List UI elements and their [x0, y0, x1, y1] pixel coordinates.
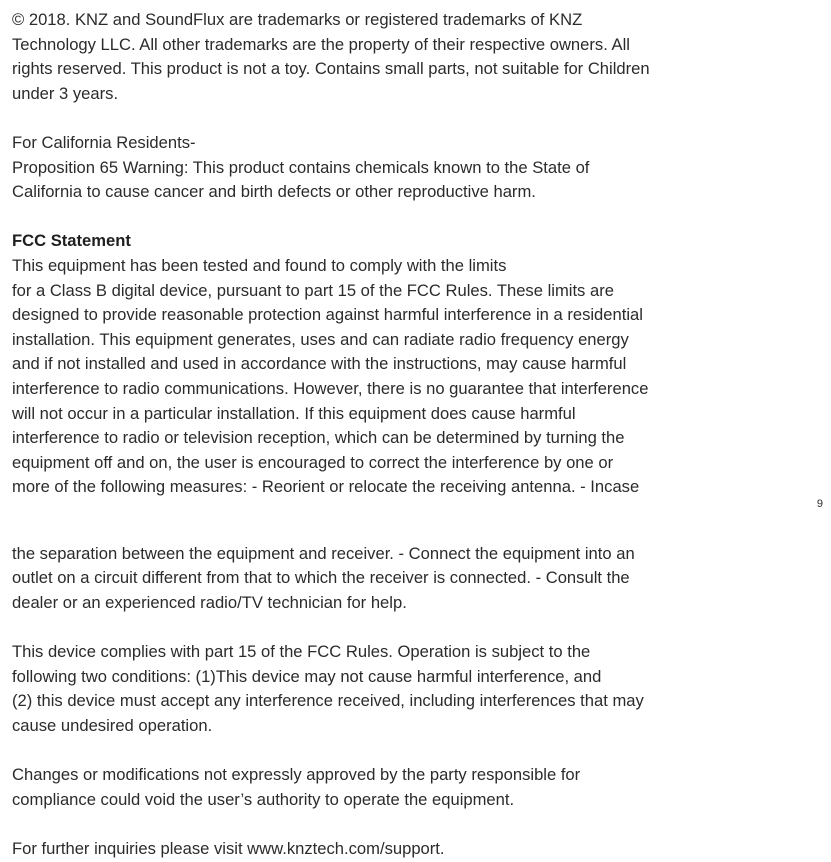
changes-line: compliance could void the user’s authority to operate the equipment.: [12, 789, 515, 809]
fcc-line: more of the following measures: - Reorient or relocate the receiving antenna. - Incase: [12, 477, 640, 497]
compliance-line: cause undesired operation.: [12, 716, 213, 736]
compliance-line: This device complies with part 15 of the FCC Rules. Operation is subject to the: [12, 642, 591, 662]
page-number: 9: [816, 497, 823, 510]
document-page: [12, 8, 827, 862]
fcc-line: interference to radio communications. However, there is no guarantee that interference: [12, 378, 649, 398]
copyright-notice: [12, 8, 827, 106]
copyright-line: rights reserved. This product is not a toy. Contains small parts, not suitable for Children: [12, 59, 650, 79]
compliance-line: (2) this device must accept any interference received, including interferences that may: [12, 691, 644, 711]
fcc-line: for a Class B digital device, pursuant to part 15 of the FCC Rules. These limits are: [12, 280, 614, 300]
changes-line: Changes or modifications not expressly approved by the party responsible for: [12, 765, 581, 785]
fcc-line: outlet on a circuit different from that to which the receiver is connected. - Consult the: [12, 568, 630, 588]
page-break: [12, 497, 827, 542]
copyright-line: © 2018. KNZ and SoundFlux are trademarks or registered trademarks of KNZ: [12, 10, 583, 29]
paragraph-gap: [12, 812, 827, 837]
fcc-line: will not occur in a particular installation. If this equipment does cause harmful: [12, 403, 576, 423]
paragraph-gap: [12, 616, 827, 641]
paragraph-gap: [12, 106, 827, 131]
copyright-line: under 3 years.: [12, 83, 119, 103]
changes-warning: [12, 763, 827, 812]
california-line: For California Residents-: [12, 132, 196, 152]
fcc-line: installation. This equipment generates, uses and can radiate radio frequency energy: [12, 329, 629, 349]
fcc-statement: [12, 229, 827, 615]
fcc-line: This equipment has been tested and found to comply with the limits: [12, 255, 507, 275]
inquiries-line: For further inquiries please visit www.knztech.com/support.: [12, 839, 445, 858]
california-line: California to cause cancer and birth defects or other reproductive harm.: [12, 182, 536, 202]
fcc-line: the separation between the equipment and receiver. - Connect the equipment into an: [12, 543, 635, 563]
compliance-line: following two conditions: (1)This device may not cause harmful interference, and: [12, 666, 602, 686]
fcc-line: equipment off and on, the user is encouraged to correct the interference by one or: [12, 452, 614, 472]
compliance-statement: [12, 640, 827, 738]
california-warning: [12, 131, 827, 205]
california-line: Proposition 65 Warning: This product contains chemicals known to the State of: [12, 157, 590, 177]
fcc-line: interference to radio or television reception, which can be determined by turning the: [12, 428, 625, 448]
paragraph-gap: [12, 205, 827, 230]
inquiries-note: [12, 837, 827, 862]
copyright-line: Technology LLC. All other trademarks are the property of their respective owners. All: [12, 34, 630, 54]
fcc-line: dealer or an experienced radio/TV technician for help.: [12, 593, 407, 613]
fcc-line: and if not installed and used in accordance with the instructions, may cause harmful: [12, 354, 627, 374]
fcc-heading: FCC Statement: [12, 231, 131, 251]
fcc-line: designed to provide reasonable protection against harmful interference in a residential: [12, 305, 643, 325]
paragraph-gap: [12, 739, 827, 764]
